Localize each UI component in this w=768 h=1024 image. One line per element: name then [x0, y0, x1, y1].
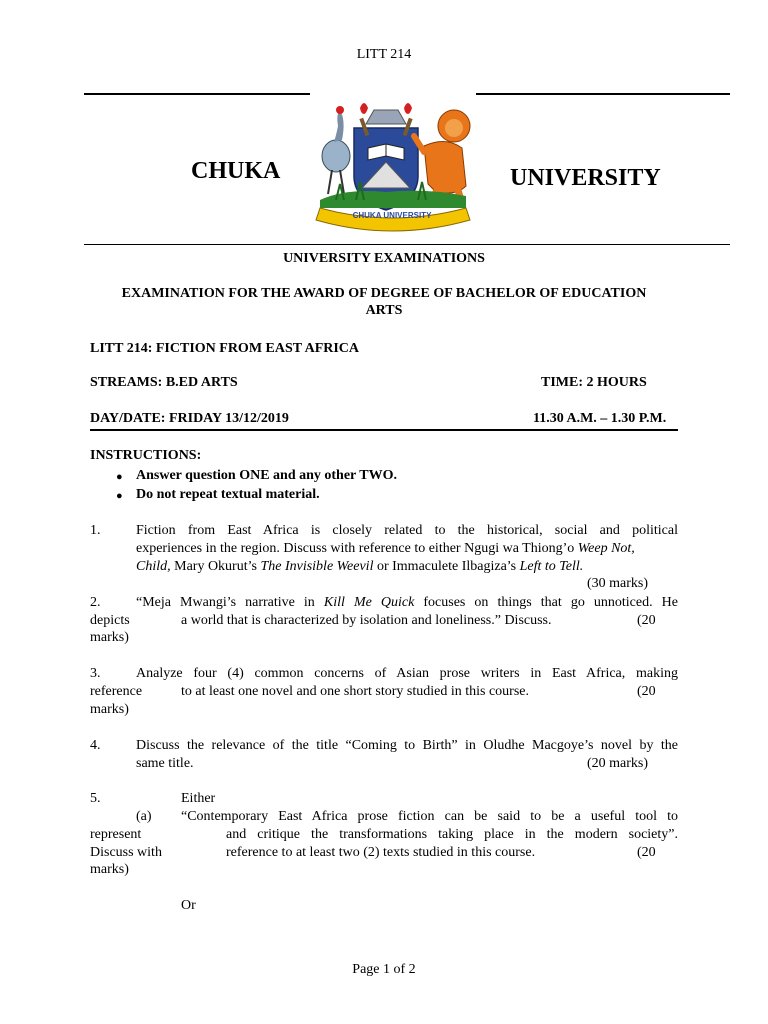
- q1-title-child: Child,: [136, 559, 171, 574]
- course-code-header: LITT 214: [356, 47, 412, 62]
- instructions-heading: INSTRUCTIONS:: [90, 448, 202, 463]
- exam-hours: 11.30 A.M. – 1.30 P.M.: [533, 411, 667, 426]
- q2-line1: [136, 594, 678, 612]
- header-rule-right: [476, 93, 730, 95]
- q5-part-a: (a): [136, 809, 152, 824]
- q1-text: experiences in the region. Discuss with reference to either Ngugi wa Thiong’o: [136, 541, 578, 556]
- university-name-right: UNIVERSITY: [510, 165, 661, 191]
- q3-line2-start: reference: [90, 684, 143, 699]
- q3-line2-text: to at least one novel and one short story studied in this course.: [181, 684, 529, 699]
- day-date: DAY/DATE: FRIDAY 13/12/2019: [90, 411, 289, 426]
- university-name-left: CHUKA: [191, 158, 281, 184]
- q5-marks-close: marks): [90, 862, 129, 877]
- degree-title-line1: EXAMINATION FOR THE AWARD OF DEGREE OF BACHELOR OF EDUCATION: [121, 286, 647, 301]
- q2-text: focuses on things that go unnoticed. He: [414, 595, 678, 610]
- q3-line1: Analyze four (4) common concerns of Asian prose writers in East Africa, making: [136, 666, 678, 681]
- question-number: 5.: [90, 791, 101, 806]
- question-number: 1.: [90, 523, 101, 538]
- time-allowed: TIME: 2 HOURS: [541, 375, 647, 390]
- q3-marks-open: (20: [637, 684, 656, 699]
- q1-marks: (30 marks): [587, 576, 649, 591]
- q5-line2-start: represent: [90, 827, 142, 842]
- streams: STREAMS: B.ED ARTS: [90, 375, 238, 390]
- q1-line2: [136, 540, 678, 558]
- date-rule: [90, 429, 678, 431]
- q1-title-weep-not: Weep Not,: [577, 541, 635, 556]
- title-rule: [84, 244, 730, 245]
- instruction-item: Do not repeat textual material.: [136, 487, 320, 502]
- q2-line2-start: depicts: [90, 613, 130, 628]
- q1-title-left-to-tell: Left to Tell.: [519, 559, 584, 574]
- q5-line3-start: Discuss with: [90, 845, 162, 860]
- page-number: Page 1 of 2: [352, 962, 416, 977]
- q2-line2-text: a world that is characterized by isolation and loneliness.” Discuss.: [181, 613, 552, 628]
- q5-line1: “Contemporary East Africa prose fiction can be said to be a useful tool to: [181, 809, 678, 824]
- question-number: 3.: [90, 666, 101, 681]
- q2-marks-close: marks): [90, 630, 129, 645]
- q2-text: “Meja Mwangi’s narrative in: [136, 595, 324, 610]
- q5-line2-text: and critique the transformations taking place in the modern society”.: [226, 827, 678, 842]
- q1-title-weevil: The Invisible Weevil: [260, 559, 374, 574]
- logo-banner-text: CHUKA UNIVERSITY: [352, 211, 432, 220]
- university-logo: [306, 96, 478, 234]
- q5-marks-open: (20: [637, 845, 656, 860]
- header-rule-left: [84, 93, 310, 95]
- question-number: 2.: [90, 595, 101, 610]
- q5-or: Or: [181, 898, 196, 913]
- q4-line1: Discuss the relevance of the title “Coming to Birth” in Oludhe Macgoye’s novel by the: [136, 738, 678, 753]
- q1-line1: Fiction from East Africa is closely related to the historical, social and political: [136, 523, 678, 538]
- course-title: LITT 214: FICTION FROM EAST AFRICA: [90, 341, 360, 356]
- q2-title-kill-me-quick: Kill Me Quick: [323, 595, 415, 610]
- q2-marks-open: (20: [637, 613, 656, 628]
- q3-marks-close: marks): [90, 702, 129, 717]
- q5-line3-text: reference to at least two (2) texts studied in this course.: [226, 845, 536, 860]
- instruction-item: Answer question ONE and any other TWO.: [136, 468, 397, 483]
- bullet-icon: ●: [116, 471, 123, 483]
- q5-either: Either: [181, 791, 216, 806]
- bullet-icon: ●: [116, 490, 123, 502]
- exam-title: UNIVERSITY EXAMINATIONS: [283, 251, 485, 266]
- question-number: 4.: [90, 738, 101, 753]
- q1-text: or Immaculete Ilbagiza’s: [373, 559, 520, 574]
- degree-title-line2: ARTS: [365, 303, 403, 318]
- q1-line3: [136, 558, 678, 576]
- q4-line2: same title.: [136, 756, 194, 771]
- q4-marks: (20 marks): [587, 756, 649, 771]
- q1-text: Mary Okurut’s: [170, 559, 261, 574]
